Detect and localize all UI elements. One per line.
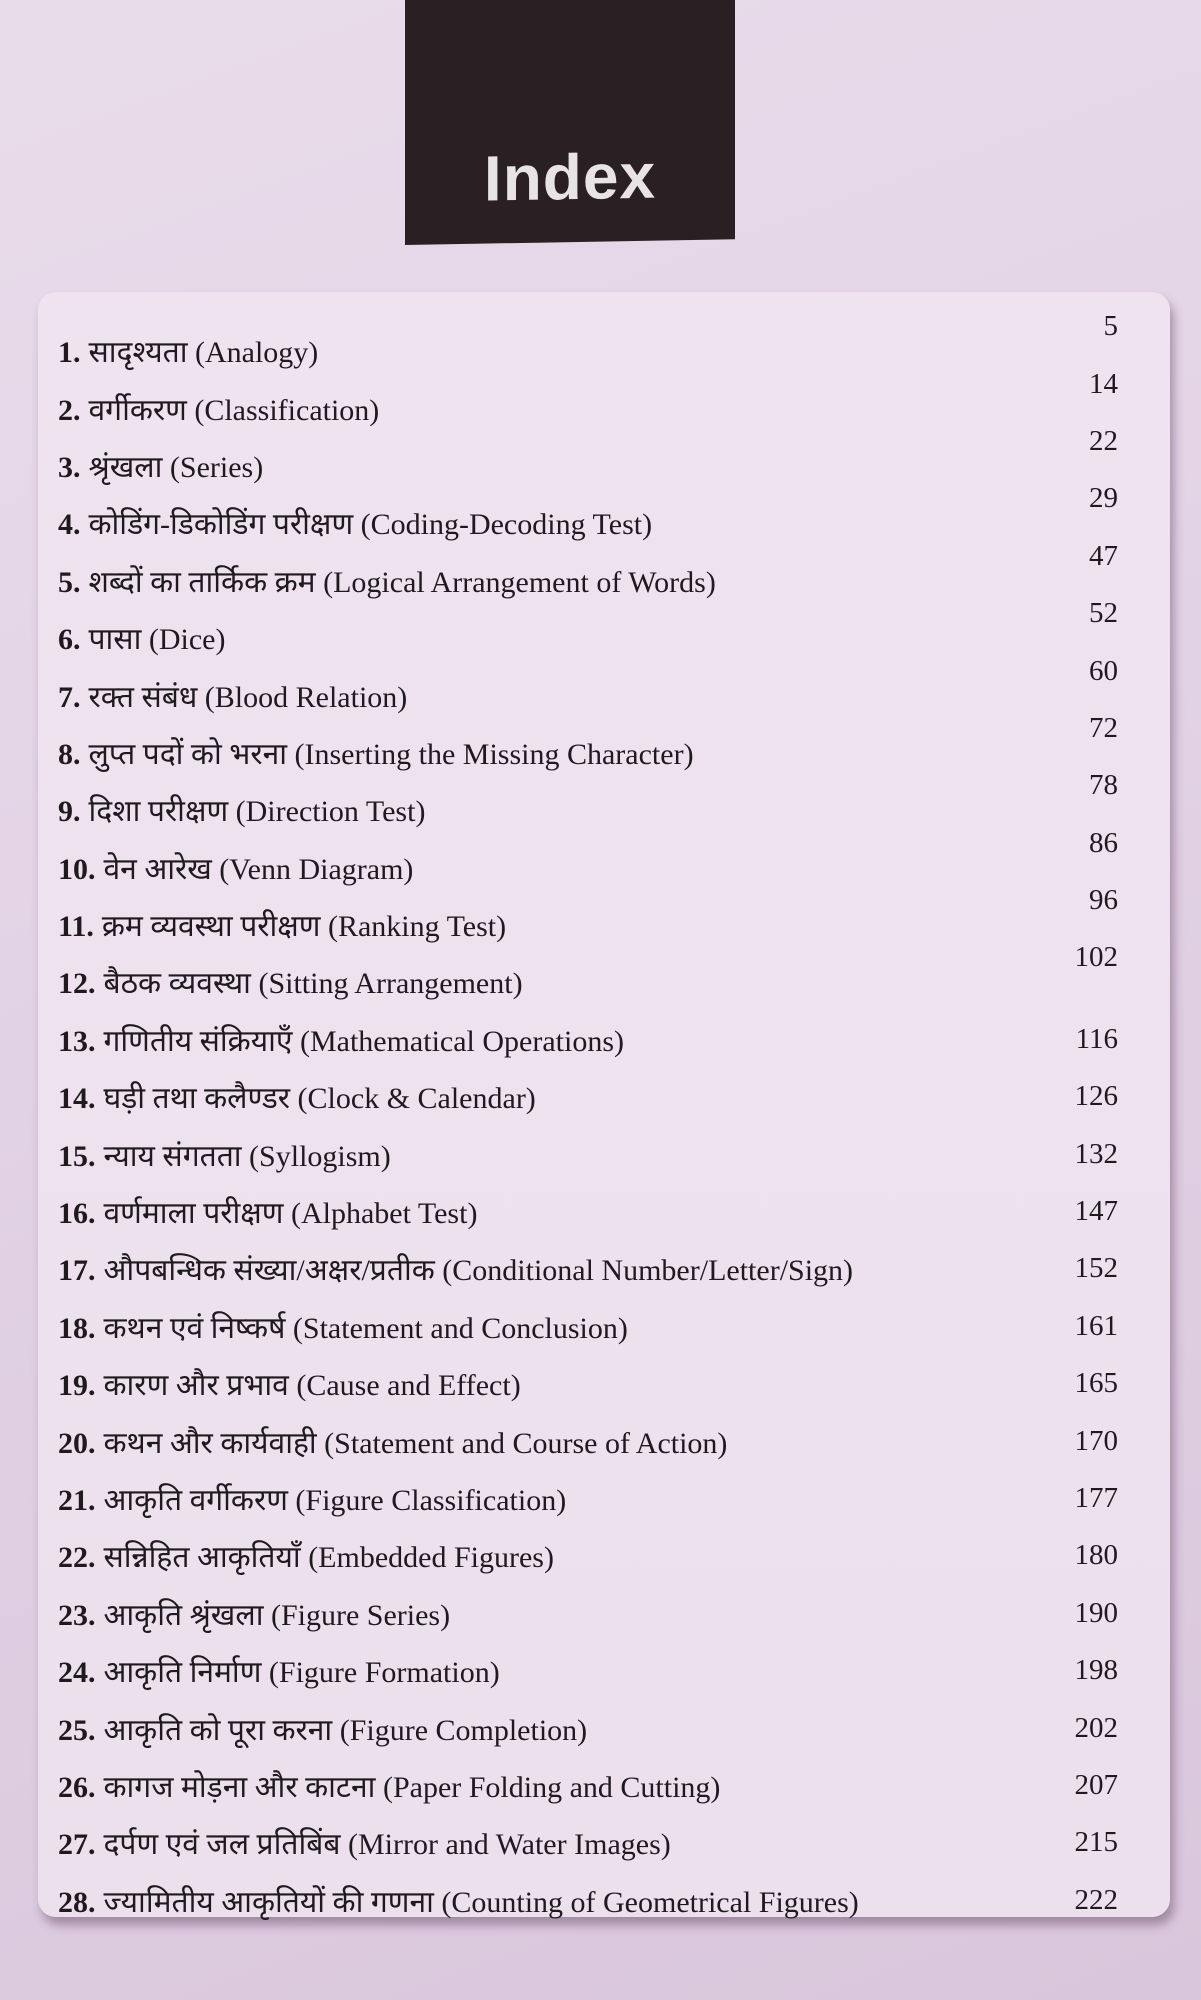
index-entry — [58, 826, 1118, 896]
entry-page-number: 72 — [1089, 711, 1118, 744]
entry-number: 28. — [58, 1885, 96, 1919]
entry-title: रक्त संबंध (Blood Relation) — [88, 680, 408, 714]
index-entry — [58, 1298, 1118, 1355]
entry-title: आकृति निर्माण (Figure Formation) — [103, 1656, 500, 1690]
entry-number: 9. — [58, 795, 81, 829]
entry-title: शब्दों का तार्किक क्रम (Logical Arrangement of Words) — [88, 565, 716, 599]
entry-title: आकृति वर्गीकरण (Figure Classification) — [103, 1484, 567, 1517]
entry-label — [58, 675, 407, 716]
entry-page-number: 198 — [1074, 1654, 1118, 1687]
entry-number: 25. — [58, 1713, 96, 1747]
entry-title: कागज मोड़ना और काटना (Paper Folding and Cutting) — [103, 1770, 721, 1804]
entry-label — [58, 560, 716, 601]
index-entry — [58, 1757, 1118, 1814]
entry-label — [58, 1822, 671, 1863]
index-entry — [58, 1355, 1118, 1412]
entry-number: 11. — [58, 910, 94, 944]
entry-label — [58, 1478, 566, 1519]
entry-title: वर्णमाला परीक्षण (Alphabet Test) — [103, 1197, 478, 1231]
entry-page-number: 170 — [1074, 1424, 1118, 1457]
entry-number: 16. — [58, 1197, 96, 1231]
entry-page-number: 215 — [1074, 1826, 1118, 1859]
entry-page-number: 52 — [1089, 597, 1118, 630]
entry-title: आकृति को पूरा करना (Figure Completion) — [103, 1713, 588, 1747]
entry-title: वर्गीकरण (Classification) — [88, 393, 380, 427]
entry-page-number: 152 — [1074, 1252, 1118, 1285]
entry-label — [58, 1076, 536, 1117]
index-entry — [58, 367, 1118, 436]
index-entry — [58, 1125, 1118, 1182]
entry-title: कथन एवं निष्कर्ष (Statement and Conclusion) — [103, 1311, 628, 1345]
index-entry — [58, 884, 1118, 953]
entry-number: 19. — [58, 1369, 96, 1403]
entry-page-number: 180 — [1074, 1539, 1118, 1572]
entry-page-number: 78 — [1089, 769, 1118, 802]
entry-label — [58, 1535, 554, 1576]
entry-label — [58, 1880, 859, 1921]
entry-title: वेन आरेख (Venn Diagram) — [103, 852, 414, 886]
index-card — [38, 292, 1170, 1917]
entry-title: गणितीय संक्रियाएँ (Mathematical Operations) — [103, 1024, 625, 1058]
entry-number: 13. — [58, 1024, 96, 1058]
entry-number: 15. — [58, 1139, 96, 1173]
entry-label — [58, 1765, 720, 1806]
entry-title: कोडिंग-डिकोडिंग परीक्षण (Coding-Decoding Test) — [88, 508, 653, 542]
index-entry — [58, 1068, 1118, 1125]
index-entry — [58, 539, 1118, 609]
entry-number: 21. — [58, 1484, 96, 1517]
entry-label — [58, 1191, 477, 1232]
entry-number: 7. — [58, 680, 81, 714]
entry-label — [58, 1248, 853, 1289]
entry-number: 5. — [58, 565, 81, 599]
entry-label — [58, 1708, 587, 1749]
index-entry — [58, 1470, 1118, 1527]
entry-number: 17. — [58, 1254, 96, 1288]
entry-label — [58, 1650, 500, 1691]
entry-page-number: 102 — [1074, 941, 1118, 974]
entry-label — [58, 330, 318, 371]
index-entry — [58, 941, 1118, 1010]
entry-number: 3. — [58, 450, 81, 484]
entry-page-number: 96 — [1089, 884, 1118, 917]
entry-label — [58, 1134, 391, 1175]
entry-title: घड़ी तथा कलैण्डर (Clock & Calendar) — [103, 1082, 536, 1116]
index-entry — [58, 1412, 1118, 1469]
entry-label — [58, 617, 225, 658]
entry-title: पासा (Dice) — [88, 623, 226, 657]
entry-number: 20. — [58, 1426, 96, 1460]
entry-title: न्याय संगतता (Syllogism) — [103, 1139, 391, 1173]
entry-number: 23. — [58, 1598, 96, 1632]
index-entry — [58, 482, 1118, 551]
entry-page-number: 147 — [1074, 1195, 1118, 1228]
index-entry — [58, 1585, 1118, 1642]
entry-page-number: 190 — [1074, 1596, 1118, 1629]
entry-page-number: 22 — [1089, 424, 1118, 457]
index-entry — [58, 597, 1118, 666]
entry-label — [58, 388, 379, 429]
entry-label — [58, 732, 694, 773]
entry-page-number: 29 — [1089, 482, 1118, 515]
index-entry — [58, 1011, 1118, 1068]
entry-title: दिशा परीक्षण (Direction Test) — [88, 795, 426, 829]
entry-number: 6. — [58, 623, 81, 657]
entry-title: ज्यामितीय आकृतियों की गणना (Counting of Geometrical Figures) — [103, 1885, 859, 1919]
index-entry — [58, 1699, 1118, 1756]
index-entry — [58, 1872, 1118, 1929]
entry-number: 10. — [58, 852, 96, 886]
index-entry — [58, 769, 1118, 838]
entry-number: 1. — [58, 336, 81, 370]
index-entry — [58, 1183, 1118, 1240]
entry-page-number: 60 — [1089, 654, 1118, 687]
entry-number: 14. — [58, 1082, 96, 1116]
entry-number: 18. — [58, 1311, 96, 1345]
entry-label — [58, 1306, 628, 1347]
entry-number: 12. — [58, 967, 96, 1001]
entry-title: श्रृंखला (Series) — [88, 450, 264, 484]
index-entry — [58, 1240, 1118, 1297]
entry-title: बैठक व्यवस्था (Sitting Arrangement) — [103, 967, 523, 1001]
entry-number: 8. — [58, 737, 81, 771]
index-list — [58, 310, 1118, 1929]
entry-label — [58, 1593, 450, 1634]
entry-label — [58, 961, 523, 1002]
entry-title: औपबन्धिक संख्या/अक्षर/प्रतीक (Conditional Number/Letter/Sign) — [103, 1254, 854, 1288]
entry-label — [58, 1363, 521, 1404]
entry-label — [58, 1421, 727, 1462]
entry-label — [58, 502, 652, 543]
index-entry — [58, 654, 1118, 723]
entry-number: 24. — [58, 1656, 96, 1690]
index-entry — [58, 1814, 1118, 1871]
entry-page-number: 165 — [1074, 1367, 1118, 1400]
entry-title: सन्निहित आकृतियाँ (Embedded Figures) — [103, 1541, 554, 1575]
entry-number: 26. — [58, 1770, 96, 1804]
page-title: Index — [483, 139, 657, 215]
entry-number: 4. — [58, 508, 81, 542]
index-entry — [58, 1642, 1118, 1699]
entry-title: क्रम व्यवस्था परीक्षण (Ranking Test) — [101, 910, 507, 944]
index-entry — [58, 424, 1118, 494]
entry-page-number: 86 — [1089, 826, 1118, 859]
entry-page-number: 202 — [1074, 1711, 1118, 1744]
entry-title: कारण और प्रभाव (Cause and Effect) — [103, 1369, 521, 1403]
entry-title: लुप्त पदों को भरना (Inserting the Missing Character) — [88, 737, 694, 771]
entry-label — [58, 847, 413, 888]
entry-number: 2. — [58, 393, 81, 427]
index-entry — [58, 1527, 1118, 1584]
entry-page-number: 177 — [1074, 1482, 1118, 1514]
entry-number: 22. — [58, 1541, 96, 1575]
entry-page-number: 5 — [1103, 310, 1118, 343]
entry-page-number: 47 — [1089, 539, 1118, 572]
index-title-box — [405, 0, 735, 245]
entry-label — [58, 789, 425, 830]
entry-label — [58, 445, 263, 486]
index-entry — [58, 310, 1118, 379]
entry-page-number: 116 — [1075, 1022, 1118, 1055]
entry-number: 27. — [58, 1828, 96, 1862]
entry-page-number: 132 — [1074, 1137, 1118, 1170]
entry-page-number: 161 — [1074, 1309, 1118, 1342]
entry-title: दर्पण एवं जल प्रतिबिंब (Mirror and Water Images) — [103, 1828, 671, 1862]
entry-page-number: 126 — [1074, 1080, 1118, 1113]
index-entry — [58, 711, 1118, 781]
entry-page-number: 207 — [1074, 1768, 1118, 1801]
entry-title: आकृति श्रृंखला (Figure Series) — [103, 1598, 451, 1632]
entry-page-number: 222 — [1074, 1883, 1118, 1916]
entry-label — [58, 1019, 624, 1060]
entry-page-number: 14 — [1089, 367, 1118, 400]
entry-title: सादृश्यता (Analogy) — [88, 336, 319, 370]
entry-label — [58, 904, 506, 945]
entry-title: कथन और कार्यवाही (Statement and Course of Action) — [103, 1426, 728, 1460]
